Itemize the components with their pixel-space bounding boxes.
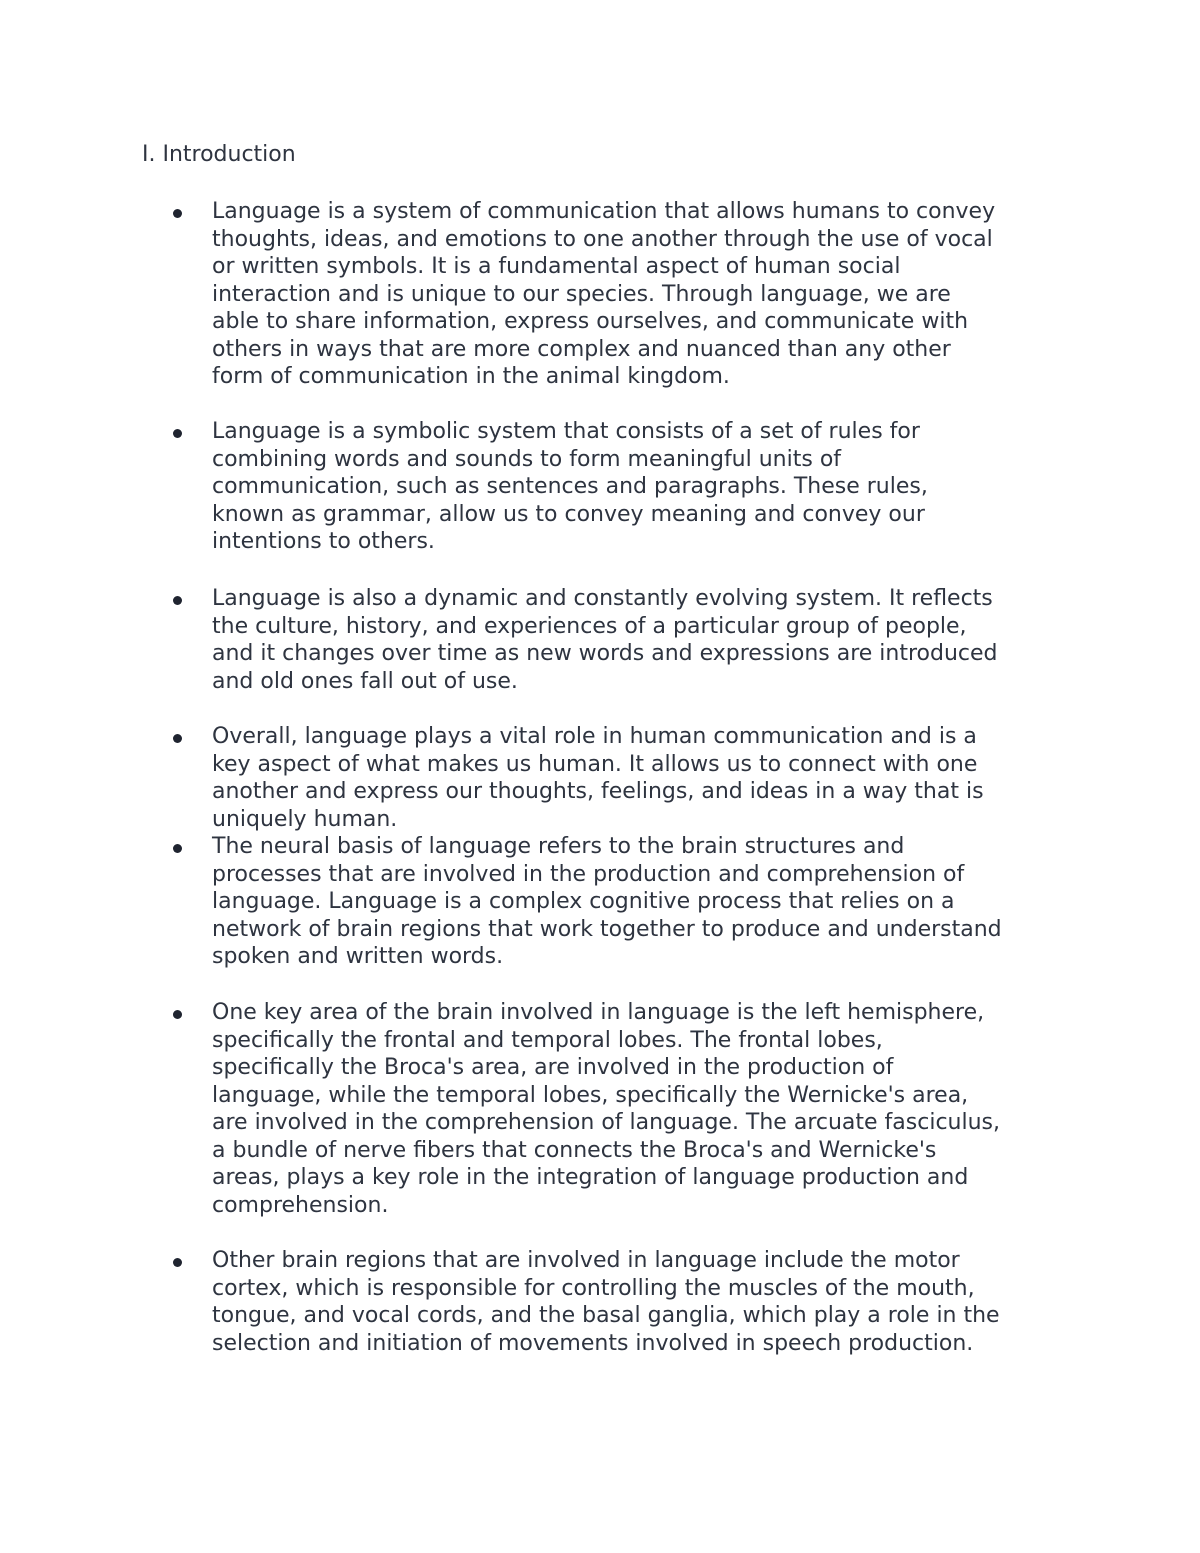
text-line: Language is also a dynamic and constantly evolving system. It reflects <box>212 586 993 611</box>
text-line: areas, plays a key role in the integration of language production and <box>212 1165 969 1190</box>
text-line: key aspect of what makes us human. It allows us to connect with one <box>212 751 978 777</box>
text-line: The neural basis of language refers to the brain structures and <box>212 834 905 859</box>
text-line: spoken and written words. <box>212 944 504 969</box>
text-line: are involved in the comprehension of language. The arcuate fasciculus, <box>212 1110 1001 1135</box>
bullet-icon <box>173 596 182 605</box>
paragraph <box>212 999 1072 1219</box>
text-line: processes that are involved in the production and comprehension of <box>212 861 965 887</box>
text-line: able to share information, express ourselves, and communicate with <box>212 309 969 334</box>
text-line: intentions to others. <box>212 529 435 554</box>
text-line: or written symbols. It is a fundamental aspect of human social <box>212 254 901 279</box>
text-line: another and express our thoughts, feelings, and ideas in a way that is <box>212 779 984 804</box>
text-line: form of communication in the animal kingdom. <box>212 364 730 389</box>
bullet-icon <box>173 734 182 743</box>
text-line: tongue, and vocal cords, and the basal ganglia, which play a role in the <box>212 1303 1000 1328</box>
text-line: One key area of the brain involved in language is the left hemisphere, <box>212 1000 985 1025</box>
text-line: a bundle of nerve fibers that connects the Broca's and Wernicke's <box>212 1137 937 1163</box>
text-line: language, while the temporal lobes, specifically the Wernicke's area, <box>212 1082 969 1108</box>
bullet-icon <box>173 844 182 853</box>
text-line: communication, such as sentences and paragraphs. These rules, <box>212 474 928 499</box>
text-line: comprehension. <box>212 1192 389 1218</box>
text-line: thoughts, ideas, and emotions to one another through the use of vocal <box>212 226 993 252</box>
text-line: Other brain regions that are involved in language include the motor <box>212 1248 960 1273</box>
paragraph <box>212 198 1072 391</box>
bullet-icon <box>173 1258 182 1267</box>
paragraph <box>212 418 1072 556</box>
paragraph <box>212 723 1072 833</box>
text-line: and it changes over time as new words and expressions are introduced <box>212 641 998 666</box>
section-heading: I. Introduction <box>142 142 296 167</box>
bullet-icon <box>173 209 182 218</box>
text-line: network of brain regions that work together to produce and understand <box>212 916 1002 942</box>
text-line: Overall, language plays a vital role in human communication and is a <box>212 724 977 749</box>
text-line: specifically the Broca's area, are involved in the production of <box>212 1055 894 1080</box>
text-line: uniquely human. <box>212 806 398 832</box>
text-line: specifically the frontal and temporal lobes. The frontal lobes, <box>212 1027 883 1053</box>
text-line: the culture, history, and experiences of a particular group of people, <box>212 613 967 639</box>
paragraph <box>212 833 1072 971</box>
text-line: and old ones fall out of use. <box>212 668 518 694</box>
text-line: interaction and is unique to our species. Through language, we are <box>212 281 951 307</box>
text-line: Language is a symbolic system that consists of a set of rules for <box>212 419 920 444</box>
text-line: known as grammar, allow us to convey meaning and convey our <box>212 501 925 527</box>
text-line: combining words and sounds to form meaningful units of <box>212 446 842 472</box>
paragraph <box>212 585 1072 695</box>
text-line: selection and initiation of movements involved in speech production. <box>212 1330 974 1356</box>
text-line: others in ways that are more complex and nuanced than any other <box>212 336 951 362</box>
text-line: language. Language is a complex cognitive process that relies on a <box>212 889 955 914</box>
text-line: cortex, which is responsible for controlling the muscles of the mouth, <box>212 1275 975 1301</box>
paragraph <box>212 1247 1072 1357</box>
bullet-icon <box>173 429 182 438</box>
text-line: Language is a system of communication that allows humans to convey <box>212 199 996 224</box>
bullet-icon <box>173 1010 182 1019</box>
